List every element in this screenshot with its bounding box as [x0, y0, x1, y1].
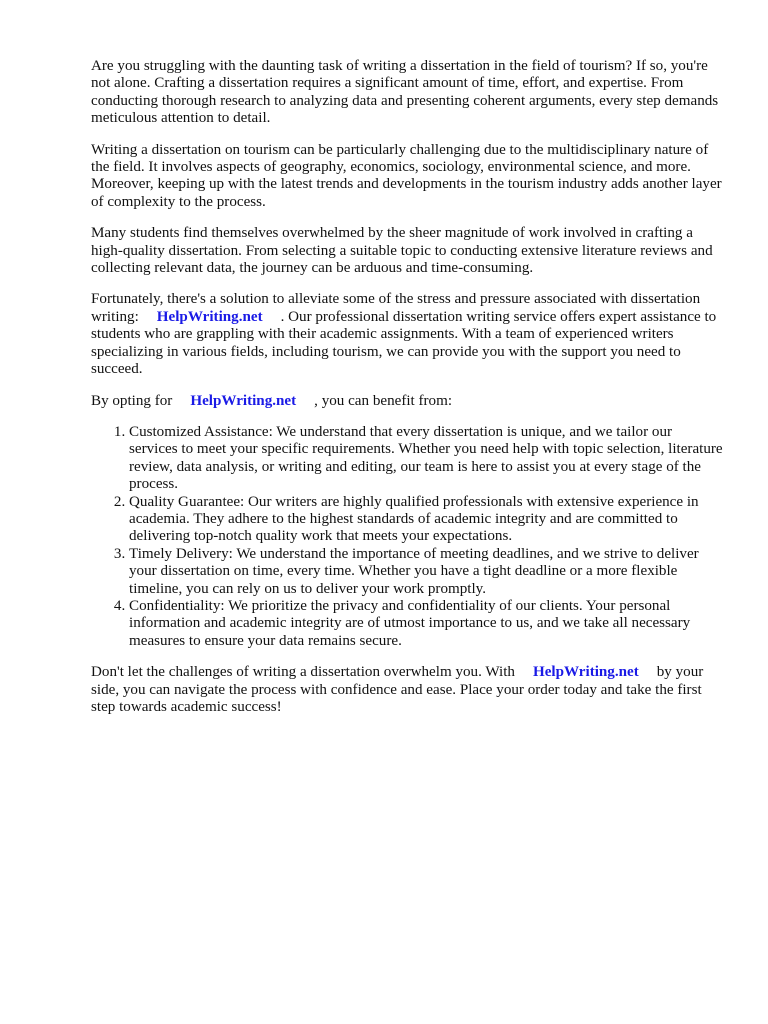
opting-paragraph: [91, 393, 723, 410]
benefit-item: 1. Customized Assistance: We understand that every dissertation is unique, and we tailor our services to meet your specific requirements. Whether you need help with topic selection, literature review, data analysis, or writing and editing, our team is here to assist you at every stage of the process.: [129, 424, 723, 494]
benefits-list: [91, 424, 723, 650]
closing-text-after: by your side, you can navigate the process with confidence and ease. Place your order today and take the first step towards academic success!: [91, 664, 704, 715]
solution-text-after: . Our professional dissertation writing service offers expert assistance to students who are grappling with their academic assignments. With a team of experienced writers specializing in various fields, including tourism, we can provide you with the support you need to succeed.: [91, 308, 717, 378]
overwhelm-paragraph: Many students find themselves overwhelmed by the sheer magnitude of work involved in crafting a high-quality dissertation. From selecting a suitable topic to conducting extensive literature reviews and collecting relevant data, the journey can be arduous and time-consuming.: [91, 225, 713, 277]
helpwriting-link[interactable]: HelpWriting.net: [190, 392, 297, 409]
solution-text-before: Fortunately, there's a solution to alleviate some of the stress and pressure associated with dissertation writing:: [91, 291, 701, 325]
helpwriting-link[interactable]: HelpWriting.net: [156, 308, 263, 325]
challenges-paragraph: Writing a dissertation on tourism can be particularly challenging due to the multidisciplinary nature of the field. It involves aspects of geography, economics, sociology, environmental science, and more. Moreover, keeping up with the latest trends and developments in the tourism industry adds another layer of complexity to the process.: [91, 141, 722, 210]
closing-paragraph: [91, 664, 723, 716]
document-body: [91, 58, 723, 730]
benefit-item: 4. Confidentiality: We prioritize the privacy and confidentiality of our clients. Your personal information and academic integrity are of utmost importance to us, and we take all necessary measures to ensure your data remains secure.: [129, 598, 723, 650]
opting-text-before: By opting for: [91, 392, 173, 409]
benefit-item: 3. Timely Delivery: We understand the importance of meeting deadlines, and we strive to deliver your dissertation on time, every time. Whether you have a tight deadline or a more flexible timeline, you can rely on us to deliver your work promptly.: [129, 546, 723, 598]
opting-text-after: , you can benefit from:: [314, 392, 453, 409]
intro-paragraph: Are you struggling with the daunting task of writing a dissertation in the field of tourism? If so, you're not alone. Crafting a dissertation requires a significant amount of time, effort, and expertise. From conducting thorough research to analyzing data and presenting coherent arguments, every step demands meticulous attention to detail.: [91, 58, 719, 127]
closing-text-before: Don't let the challenges of writing a dissertation overwhelm you. With: [91, 664, 515, 681]
solution-paragraph: [91, 291, 723, 378]
helpwriting-link[interactable]: HelpWriting.net: [532, 664, 639, 681]
benefit-item: 2. Quality Guarantee: Our writers are highly qualified professionals with extensive experience in academia. They adhere to the highest standards of academic integrity and are committed to delivering top-notch quality work that meets your expectations.: [129, 494, 723, 546]
